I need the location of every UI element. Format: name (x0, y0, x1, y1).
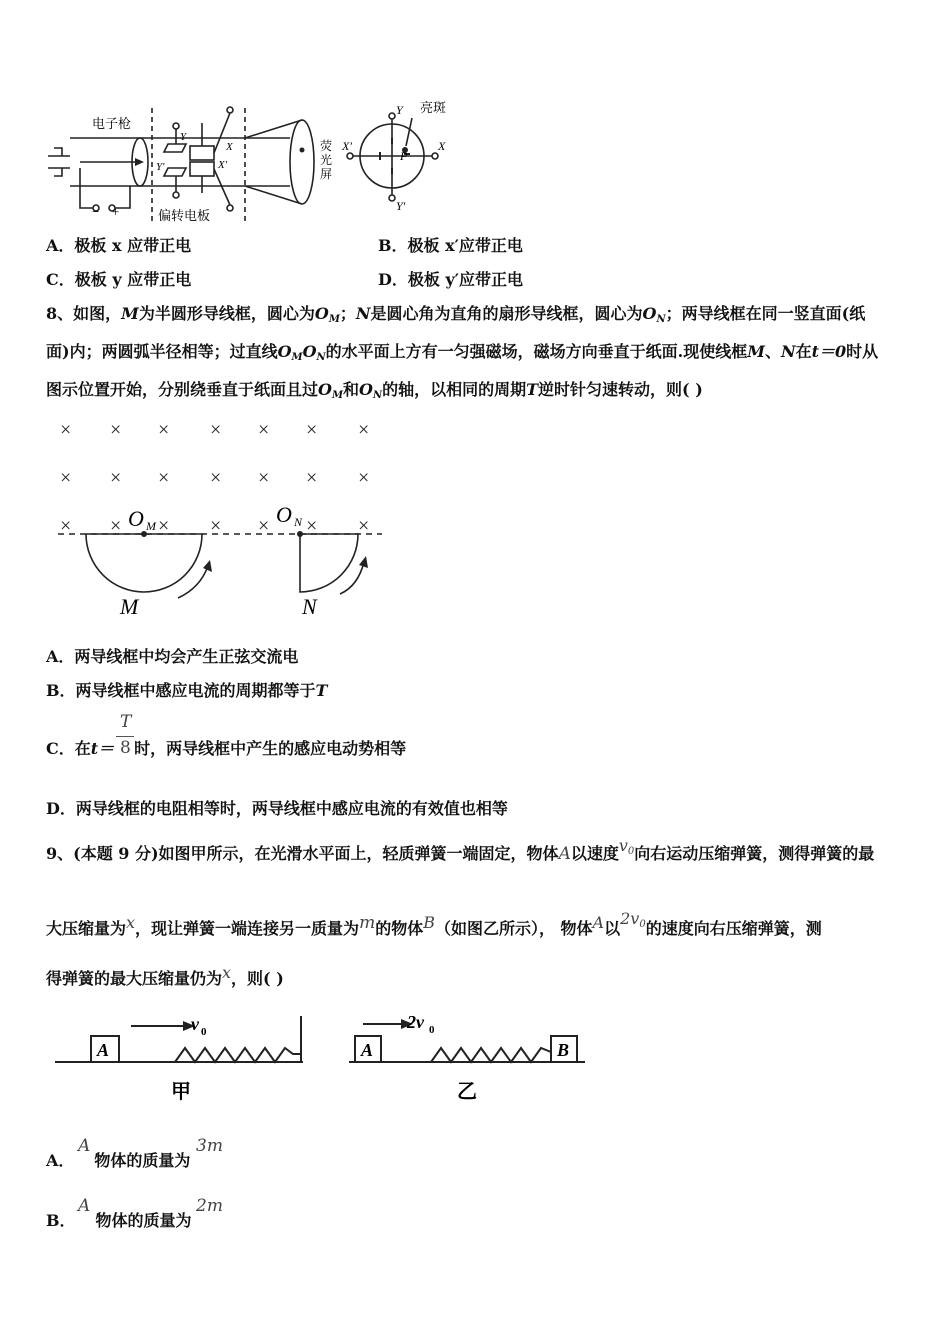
option-key: B． (378, 236, 408, 255)
q8-stem-line-3: 图示位置开始，分别绕垂直于纸面且过$O_M$和$O_N$的轴，以相同的周期T逆时针匀速转动，则( ) (46, 380, 703, 401)
cross-mark: × (60, 467, 72, 489)
crt-figure (40, 98, 460, 228)
q9-option-a-var: A (78, 1136, 91, 1156)
cross-mark: × (358, 467, 370, 489)
m-label: M (120, 594, 139, 619)
screen-x1-label: X′ (342, 139, 352, 153)
screen-y1-label: Y′ (396, 199, 406, 213)
screen-label-3: 屏 (320, 167, 333, 181)
cross-mark: × (60, 515, 72, 537)
q8-option-d[interactable]: D．两导线框的电阻相等时，两导线框中感应电流的有效值也相等 (46, 799, 508, 818)
on-label: O (276, 502, 292, 527)
box-a-jia: A (97, 1040, 110, 1060)
q8-stem-line-1: 8、如图，M为半圆形导线框，圆心为$O_M$；N是圆心角为直角的扇形导线框，圆心为$O_N$；两导线框在同一竖直面(纸 (46, 304, 866, 325)
option-text: 极板 x′应带正电 (407, 236, 523, 255)
two-v0-label: 2v (407, 1012, 424, 1032)
sector-frame-n (300, 534, 358, 592)
on-sub-label: N (294, 515, 303, 529)
jia-label: 甲 (171, 1081, 191, 1103)
box-a-yi: A (361, 1040, 374, 1060)
option-text: 极板 x 应带正电 (74, 236, 192, 255)
gun-label: 电子枪 (92, 116, 132, 131)
q8-stem-line-2: 面)内；两圆弧半径相等；过直线$O_MO_N$的水平面上方有一匀强磁场，磁场方向垂直于纸面.现使线框M、N在t＝0时从 (46, 342, 879, 363)
q8-option-b[interactable]: B．两导线框中感应电流的周期都等于T (46, 681, 328, 700)
om-sub-label: M (146, 519, 156, 533)
cross-mark: × (358, 419, 370, 441)
plate-y1-label: Y′ (156, 161, 165, 173)
screen-y-label: Y (396, 103, 403, 117)
q7-option-c[interactable] (46, 269, 191, 291)
cross-mark: × (210, 467, 222, 489)
screen-label-2: 光 (320, 153, 333, 167)
plate-x1-label: X′ (218, 159, 228, 171)
q9-stem-line-1: 9、(本题 9 分)如图甲所示，在光滑水平面上，轻质弹簧一端固定，物体A以速度$v^0$向右运动压缩弹簧，测得弹簧的最 (46, 836, 875, 864)
q9-stem-line-3: 得弹簧的最大压缩量仍为x，则( ) (46, 963, 284, 988)
q8-option-a[interactable]: A．两导线框中均会产生正弦交流电 (46, 647, 299, 666)
cross-mark: × (110, 419, 122, 441)
cross-mark: × (110, 515, 122, 537)
q9-option-b-value: 2m (196, 1196, 223, 1216)
q9-figure (55, 1008, 595, 1108)
q9-option-a-value: 3m (196, 1136, 223, 1156)
v0-sub-label: 0 (201, 1026, 207, 1038)
cross-mark: × (258, 419, 270, 441)
spot-label: 亮斑 (420, 100, 447, 115)
cross-mark: × (210, 419, 222, 441)
cross-mark: × (358, 515, 370, 537)
fraction-bar (116, 736, 134, 737)
n-label: N (302, 594, 317, 619)
q8-figure (50, 410, 390, 625)
box-b-yi: B (557, 1040, 570, 1060)
q7-option-b[interactable] (378, 235, 523, 257)
option-text: 极板 y′应带正电 (407, 270, 523, 289)
option-key: A． (46, 236, 75, 255)
plus-label: + (112, 204, 120, 219)
q8-option-c[interactable]: C．在t＝ 时，两导线框中产生的感应电动势相等 (46, 739, 407, 758)
fraction-numerator: T (120, 712, 132, 732)
yi-label: 乙 (457, 1081, 477, 1103)
screen-label-1: 荧 (320, 139, 333, 153)
cross-mark: × (158, 419, 170, 441)
semicircle-frame-m (86, 534, 202, 592)
screen-p-label: P (400, 149, 408, 163)
q9-option-b[interactable]: B． 物体的质量为 (46, 1211, 192, 1230)
option-text: 极板 y 应带正电 (74, 270, 192, 289)
option-key: D． (378, 270, 408, 289)
cross-mark: × (158, 467, 170, 489)
v0-label: v (191, 1014, 199, 1034)
cross-mark: × (158, 515, 170, 537)
q9-stem-line-2: 大压缩量为x，现让弹簧一端连接另一质量为m的物体B（如图乙所示）， 物体A以$2v^0$的速度向右压缩弹簧，测 (46, 909, 822, 938)
cross-mark: × (306, 515, 318, 537)
screen-x-label: X (438, 139, 446, 153)
cross-mark: × (210, 515, 222, 537)
cross-mark: × (110, 467, 122, 489)
q7-option-a[interactable] (46, 235, 191, 257)
option-key: C． (46, 270, 75, 289)
minus-label: − (92, 204, 100, 219)
q9-option-a[interactable]: A． 物体的质量为 (46, 1151, 191, 1170)
cross-mark: × (60, 419, 72, 441)
q9-option-b-var: A (78, 1196, 91, 1216)
q7-option-d[interactable] (378, 269, 523, 291)
plates-label: 偏转电板 (158, 208, 211, 223)
two-v0-sub-label: 0 (429, 1024, 435, 1036)
cross-mark: × (258, 467, 270, 489)
fraction-denominator: 8 (120, 738, 131, 758)
plate-y-label: Y (180, 131, 187, 143)
plate-x-label: X (226, 141, 233, 153)
cross-mark: × (258, 515, 270, 537)
cross-mark: × (306, 467, 318, 489)
om-label: O (128, 506, 144, 531)
cross-mark: × (306, 419, 318, 441)
